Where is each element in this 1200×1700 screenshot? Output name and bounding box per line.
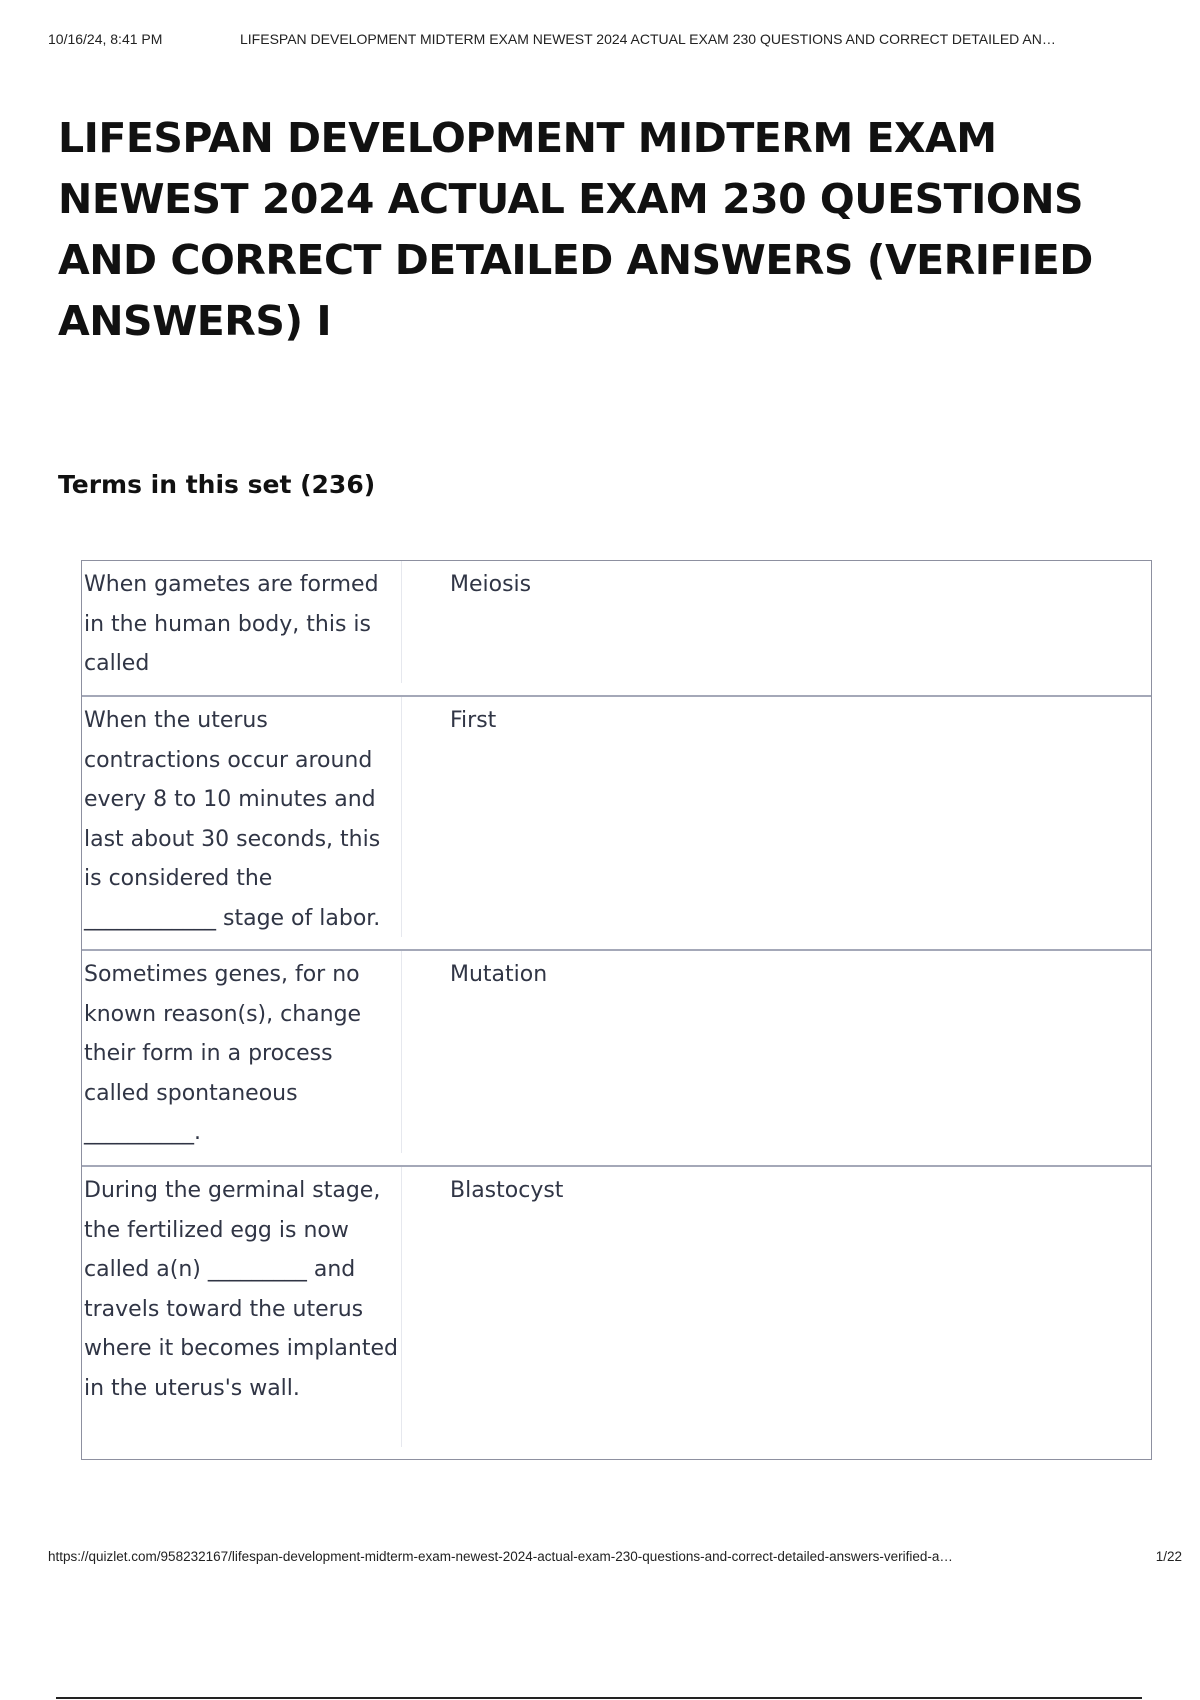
print-footer (48, 1549, 1182, 1564)
term-text: When gametes are formed in the human body, this is called (82, 561, 402, 683)
terms-heading: Terms in this set (236) (58, 470, 376, 499)
print-doc-title: LIFESPAN DEVELOPMENT MIDTERM EXAM NEWEST 2024 ACTUAL EXAM 230 QUESTIONS AND CORRECT DETAILED AN… (240, 31, 1056, 47)
print-header (48, 31, 1180, 47)
print-url: https://quizlet.com/958232167/lifespan-development-midterm-exam-newest-2024-actual-exam-230-questions-and-correct-detailed-answers-verified-a… (48, 1549, 953, 1564)
bottom-divider (56, 1697, 1142, 1699)
term-text: During the germinal stage, the fertilized egg is now called a(n) _________ and travels toward the uterus where it becomes implanted in the uterus's wall. (82, 1167, 402, 1447)
term-card (82, 561, 1151, 697)
term-card (82, 951, 1151, 1167)
definition-text: Meiosis (450, 572, 532, 597)
definition-text: Blastocyst (450, 1178, 564, 1203)
definition-text: Mutation (450, 962, 548, 987)
term-text: Sometimes genes, for no known reason(s), change their form in a process called spontaneous __________. (82, 951, 402, 1153)
print-datetime: 10/16/24, 8:41 PM (48, 31, 163, 47)
term-card (82, 697, 1151, 951)
terms-list (81, 560, 1152, 1460)
term-text: When the uterus contractions occur around every 8 to 10 minutes and last about 30 seconds, this is considered the ____________ stage of labor. (82, 697, 402, 937)
term-card (82, 1167, 1151, 1459)
definition-text: First (450, 708, 497, 733)
page-number: 1/22 (1155, 1549, 1182, 1564)
page-title: LIFESPAN DEVELOPMENT MIDTERM EXAM NEWEST 2024 ACTUAL EXAM 230 QUESTIONS AND CORRECT DETAILED ANSWERS (VERIFIED ANSWERS) I (58, 114, 1093, 345)
